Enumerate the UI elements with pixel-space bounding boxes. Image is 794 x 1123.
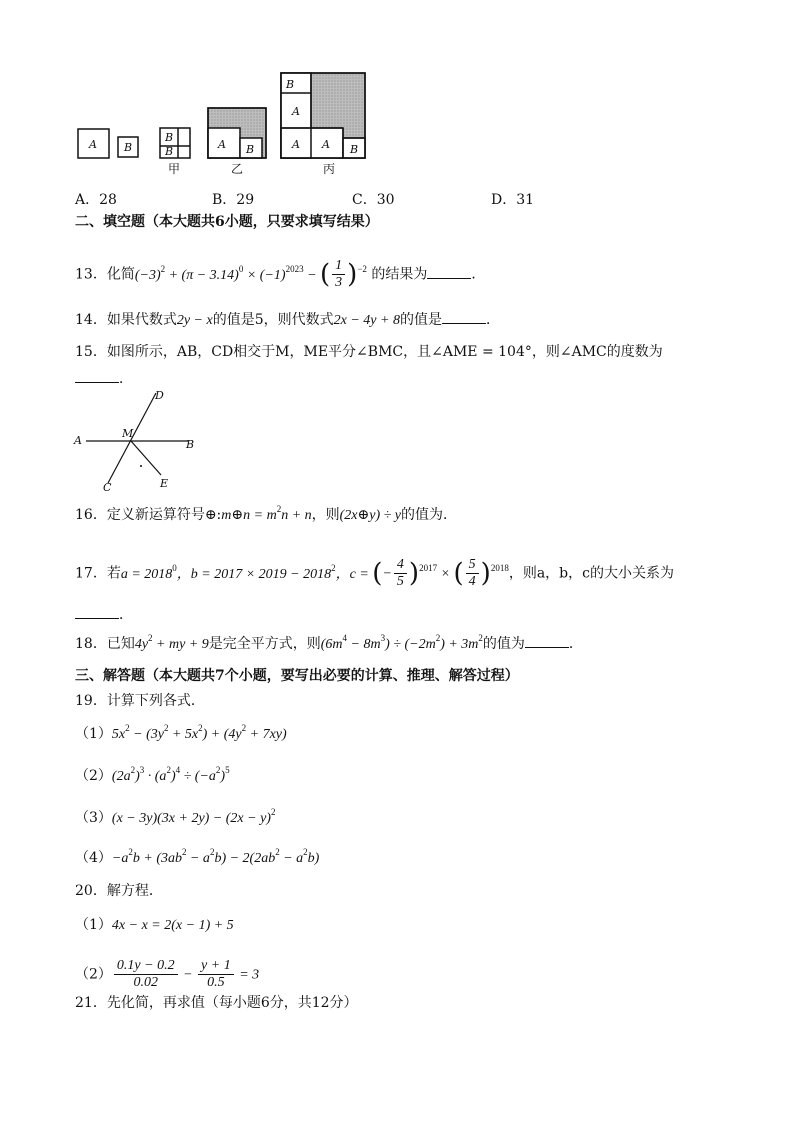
svg-text:B: B	[165, 131, 174, 144]
question-19-part-2: $(2)(2a^2)^3 \cdot (a^2)^4 \div (-a^2)^5$	[75, 765, 230, 784]
question-20: 20．解方程．	[75, 883, 163, 899]
choice-c: C．30	[352, 192, 395, 208]
svg-text:B: B	[350, 143, 359, 156]
question-19-part-4: $(4)-a^2b + (3ab^2 - a^2b) - 2(2ab^2 - a^2b)$	[75, 847, 320, 866]
question-15: 15．如图所示，AB，CD相交于M，ME平分∠BMC，且∠AME = 104°，则∠AMC的度数为	[75, 344, 663, 360]
question-20-part-1: （1）4x − x = 2(x − 1) + 5	[75, 917, 234, 933]
svg-text:B: B	[286, 78, 295, 91]
question-21: 21．先化简，再求值（每小题6分，共12分）	[75, 995, 358, 1011]
svg-text:A: A	[292, 138, 300, 151]
question-19: 19．计算下列各式．	[75, 693, 205, 709]
section2-title: 二、填空题（本大题共6小题，只要求填写结果）	[75, 214, 379, 230]
question-14: 14．如果代数式2y − x的值是5，则代数式2x − 4y + 8的值是 ．	[75, 309, 500, 331]
label-a: A	[89, 138, 97, 151]
caption-jia: 甲	[168, 162, 181, 176]
svg-text:A: A	[292, 105, 300, 118]
label-E: E	[160, 477, 169, 490]
choice-a: A．28	[75, 192, 117, 208]
question-13: 13．化简$(-3)^2 + (\pi - 3.14)^0 \times (-1)^{2023}$ − ( $\frac{1}{3}$ )$^{-2}$ 的结果为 ．	[75, 258, 486, 290]
svg-text:B: B	[246, 143, 255, 156]
svg-text:B: B	[165, 145, 174, 158]
label-C: C	[103, 481, 112, 494]
question-20-part-2: （2） $\frac{0.1y - 0.2}{0.02}$ − $\frac{y + 1}{0.5}$ = 3	[75, 958, 260, 990]
svg-text:A: A	[218, 138, 226, 151]
question-16: 16．定义新运算符号⊕:m⊕n = $m^2n + n$，则(2x⊕y) ÷ y的值为．	[75, 504, 458, 523]
question-17: 17．若$a = 2018^0$，$b = 2017 \times 2019 - 2018^2$，c = (− $\frac{4}{5}$ )$^{2017}$ × ( $\frac{5}{4}$ )$^{2018}$，则a，b，c的大小关系为	[75, 557, 674, 589]
intersecting-lines-figure	[68, 385, 208, 495]
question-15-blank: ．	[75, 368, 133, 389]
question-19-part-1: $(1)5x^2 - (3y^2 + 5x^2) + (4y^2 + 7xy)$	[75, 723, 287, 742]
label-b: B	[124, 141, 133, 154]
label-D: D	[155, 389, 164, 402]
choice-b: B．29	[212, 192, 255, 208]
question-19-part-3: $(3)(x - 3y)(3x + 2y) - (2x - y)^2$	[75, 807, 276, 826]
svg-text:A: A	[322, 138, 330, 151]
caption-bing: 丙	[323, 162, 336, 176]
label-B: B	[186, 438, 195, 451]
question-18: 18．已知$4y^2$ + my + 9是完全平方式，则$(6m^4 - 8m^3) \div (-2m^2) + 3m^2$的值为 ．	[75, 633, 583, 652]
choice-d: D．31	[491, 192, 535, 208]
label-A: A	[74, 434, 82, 447]
label-M: M	[122, 427, 134, 440]
squares-figure	[70, 68, 380, 180]
caption-yi: 乙	[231, 162, 244, 176]
section3-title: 三、解答题（本大题共7个小题，要写出必要的计算、推理、解答过程）	[75, 668, 519, 684]
question-17-blank: ．	[75, 604, 133, 625]
